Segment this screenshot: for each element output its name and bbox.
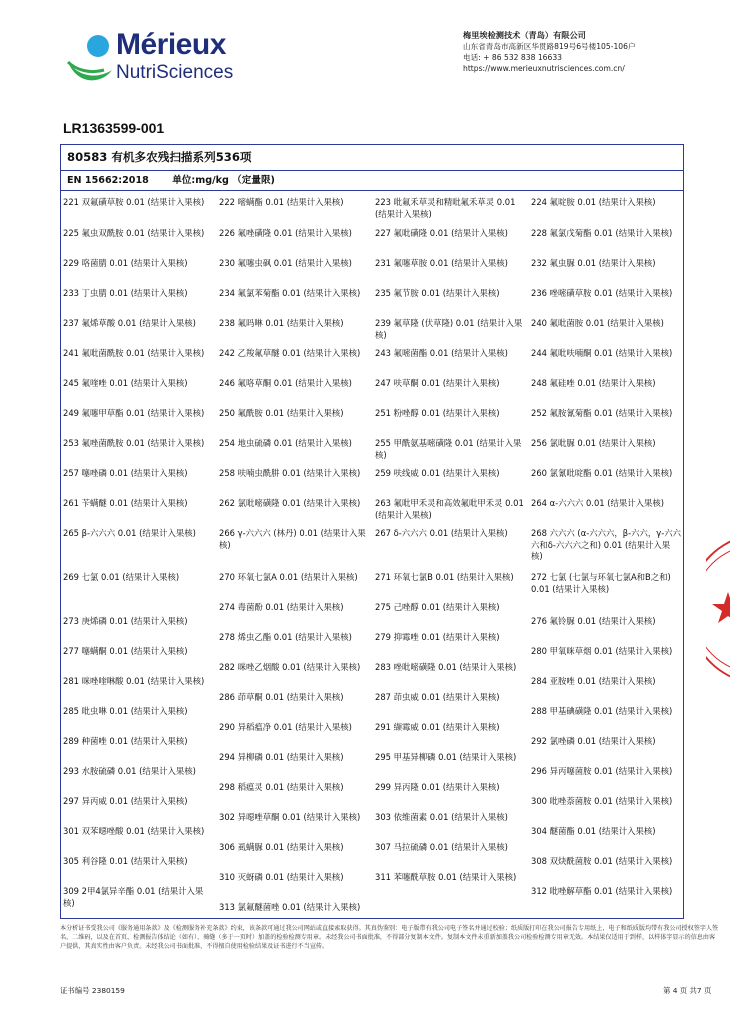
analyte-cell: 254 地虫硫磷 0.01 (结果计入果核) bbox=[219, 438, 352, 448]
analyte-cell: 261 苄螨醚 0.01 (结果计入果核) bbox=[63, 498, 188, 508]
analyte-cell: 310 灭蚜磷 0.01 (结果计入果核) bbox=[219, 872, 344, 882]
analyte-cell: 225 氟虫双酰胺 0.01 (结果计入果核) bbox=[63, 228, 205, 238]
analyte-cell: 280 甲氧咪草烟 0.01 (结果计入果核) bbox=[531, 646, 673, 656]
analyte-cell: 251 粉唑醇 0.01 (结果计入果核) bbox=[375, 408, 500, 418]
analyte-cell: 309 2甲4氯异辛酯 0.01 (结果计入果核) bbox=[63, 886, 204, 908]
analyte-cell: 270 环氧七氯A 0.01 (结果计入果核) bbox=[219, 572, 358, 582]
company-info bbox=[463, 30, 723, 74]
analyte-cell: 238 氟吗啉 0.01 (结果计入果核) bbox=[219, 318, 344, 328]
analyte-cell: 300 吡唑萘菌胺 0.01 (结果计入果核) bbox=[531, 796, 673, 806]
analyte-cell: 240 氟吡菌胺 0.01 (结果计入果核) bbox=[531, 318, 664, 328]
analyte-cell: 262 氯吡嘧磺隆 0.01 (结果计入果核) bbox=[219, 498, 361, 508]
analyte-cell: 258 呋喃虫酰肼 0.01 (结果计入果核) bbox=[219, 468, 361, 478]
analyte-cell: 232 氟虫脲 0.01 (结果计入果核) bbox=[531, 258, 656, 268]
analyte-cell: 308 双炔酰菌胺 0.01 (结果计入果核) bbox=[531, 856, 673, 866]
analyte-cell: 239 氟草隆 (伏草隆) 0.01 (结果计入果核) bbox=[375, 318, 523, 340]
analyte-cell: 276 氟铃脲 0.01 (结果计入果核) bbox=[531, 616, 656, 626]
footnote: 本分析证书受我公司《服务通用条款》及《检测服务补充条款》约束，该条款可通过我公司网站或直接索取获得。其真伪鉴别：电子版带有我公司电子签名并通过校验；纸质版打印在我公司报告专用纸上，电子和纸质版均带有我公司授权签字人签名、二维码，以及在首页、检测报告体结论（如有）、骑缝（多于一页时）加盖的检验检测专用章。未经我公司书面批准，不得部分复制本文件。复制本文件未重新加盖我公司检验检测专用章无效。本结果仅适用于到样，以样体字显示的信息由客户提供，其真实性由客户负责。未经我公司书面批准，不得擅自使用检验结果及证书进行不当宣传。 bbox=[60, 925, 719, 950]
analyte-cell: 303 依维菌素 0.01 (结果计入果核) bbox=[375, 812, 508, 822]
panel-title: 80583 有机多农残扫描系列536项 bbox=[61, 145, 683, 171]
analyte-cell: 269 七氯 0.01 (结果计入果核) bbox=[63, 572, 180, 582]
report-number: LR1363599-001 bbox=[63, 120, 165, 136]
analyte-cell: 283 唑吡嘧磺隆 0.01 (结果计入果核) bbox=[375, 662, 517, 672]
analyte-cell: 223 吡氟禾草灵和精吡氟禾草灵 0.01 (结果计入果核) bbox=[375, 197, 516, 219]
analyte-cell: 264 α-六六六 0.01 (结果计入果核) bbox=[531, 498, 665, 508]
analyte-cell: 241 氟吡菌酰胺 0.01 (结果计入果核) bbox=[63, 348, 205, 358]
analyte-cell: 221 双氟磺草胺 0.01 (结果计入果核) bbox=[63, 197, 205, 207]
company-name: 梅里埃检测技术（青岛）有限公司 bbox=[463, 30, 586, 40]
analyte-cell: 237 氟烯草酸 0.01 (结果计入果核) bbox=[63, 318, 196, 328]
analyte-cell: 274 毒菌酚 0.01 (结果计入果核) bbox=[219, 602, 344, 612]
analyte-cell: 236 唑嘧磺草胺 0.01 (结果计入果核) bbox=[531, 288, 673, 298]
analyte-cell: 288 甲基碘磺隆 0.01 (结果计入果核) bbox=[531, 706, 673, 716]
analyte-cell: 271 环氧七氯B 0.01 (结果计入果核) bbox=[375, 572, 514, 582]
analyte-cell: 279 抑霉唑 0.01 (结果计入果核) bbox=[375, 632, 500, 642]
analyte-cell: 230 氟噻虫砜 0.01 (结果计入果核) bbox=[219, 258, 352, 268]
analyte-cell: 245 氟喹唑 0.01 (结果计入果核) bbox=[63, 378, 188, 388]
analyte-cell: 228 氟氯戊菊酯 0.01 (结果计入果核) bbox=[531, 228, 673, 238]
analyte-cell: 304 醚菌酯 0.01 (结果计入果核) bbox=[531, 826, 656, 836]
analyte-cell: 263 氟吡甲禾灵和高效氟吡甲禾灵 0.01 (结果计入果核) bbox=[375, 498, 524, 520]
analyte-cell: 260 氯氰吡啶酯 0.01 (结果计入果核) bbox=[531, 468, 673, 478]
analyte-cell: 266 γ-六六六 (林丹) 0.01 (结果计入果核) bbox=[219, 528, 366, 550]
analyte-cell: 302 异噁唑草酮 0.01 (结果计入果核) bbox=[219, 812, 361, 822]
analyte-cell: 253 氟唑菌酰胺 0.01 (结果计入果核) bbox=[63, 438, 205, 448]
analyte-cell: 293 水胺硫磷 0.01 (结果计入果核) bbox=[63, 766, 196, 776]
analyte-cell: 282 咪唑乙烟酸 0.01 (结果计入果核) bbox=[219, 662, 361, 672]
analyte-cell: 305 利谷隆 0.01 (结果计入果核) bbox=[63, 856, 188, 866]
analyte-cell: 259 呋线威 0.01 (结果计入果核) bbox=[375, 468, 500, 478]
analyte-cell: 233 丁虫腈 0.01 (结果计入果核) bbox=[63, 288, 188, 298]
analyte-cell: 296 异丙噻菌胺 0.01 (结果计入果核) bbox=[531, 766, 673, 776]
analyte-cell: 290 异稻瘟净 0.01 (结果计入果核) bbox=[219, 722, 352, 732]
analyte-cell: 277 噻螨酮 0.01 (结果计入果核) bbox=[63, 646, 188, 656]
logo bbox=[66, 28, 256, 92]
analyte-cell: 294 异柳磷 0.01 (结果计入果核) bbox=[219, 752, 344, 762]
analyte-cell: 291 缬霉威 0.01 (结果计入果核) bbox=[375, 722, 500, 732]
analyte-cell: 273 庚烯磷 0.01 (结果计入果核) bbox=[63, 616, 188, 626]
analyte-cell: 299 异丙隆 0.01 (结果计入果核) bbox=[375, 782, 500, 792]
analyte-cell: 292 氯唑磷 0.01 (结果计入果核) bbox=[531, 736, 656, 746]
logo-subtitle: NutriSciences bbox=[116, 62, 234, 83]
analyte-cell: 285 吡虫啉 0.01 (结果计入果核) bbox=[63, 706, 188, 716]
analyte-cell: 268 六六六 (α-六六六，β-六六，γ-六六六和δ-六六六之和) 0.01 (结果计入果核) bbox=[531, 528, 681, 561]
analyte-cell: 306 虱螨脲 0.01 (结果计入果核) bbox=[219, 842, 344, 852]
analyte-cell: 278 烯虫乙酯 0.01 (结果计入果核) bbox=[219, 632, 352, 642]
analyte-cell: 229 咯菌腈 0.01 (结果计入果核) bbox=[63, 258, 188, 268]
page-number: 第 4 页 共7 页 bbox=[663, 986, 712, 995]
company-phone: 电话: + 86 532 838 16633 bbox=[463, 53, 562, 62]
analyte-cell: 255 甲酰氨基嘧磺隆 0.01 (结果计入果核) bbox=[375, 438, 522, 460]
company-address: 山东省青岛市高新区华贯路819号6号楼105-106户 bbox=[463, 42, 636, 51]
analyte-cell: 289 种菌唑 0.01 (结果计入果核) bbox=[63, 736, 188, 746]
analyte-cell: 224 氟啶胺 0.01 (结果计入果核) bbox=[531, 197, 656, 207]
results-panel bbox=[60, 144, 684, 919]
official-seal-stamp bbox=[706, 534, 730, 684]
analyte-cell: 265 β-六六六 0.01 (结果计入果核) bbox=[63, 528, 196, 538]
analyte-cell: 307 马拉硫磷 0.01 (结果计入果核) bbox=[375, 842, 508, 852]
analyte-cell: 295 甲基异柳磷 0.01 (结果计入果核) bbox=[375, 752, 517, 762]
analyte-cell: 286 茚草酮 0.01 (结果计入果核) bbox=[219, 692, 344, 702]
analyte-cell: 256 氯吡脲 0.01 (结果计入果核) bbox=[531, 438, 656, 448]
analyte-cell: 243 氟嘧菌酯 0.01 (结果计入果核) bbox=[375, 348, 508, 358]
analyte-cell: 284 亚胺唑 0.01 (结果计入果核) bbox=[531, 676, 656, 686]
analyte-cell: 275 己唑醇 0.01 (结果计入果核) bbox=[375, 602, 500, 612]
analyte-cell: 244 氟吡呋喃酮 0.01 (结果计入果核) bbox=[531, 348, 673, 358]
method-standard: EN 15662:2018 bbox=[67, 175, 149, 186]
analyte-cell: 249 氟噻甲草酯 0.01 (结果计入果核) bbox=[63, 408, 205, 418]
analyte-cell: 250 氟酰胺 0.01 (结果计入果核) bbox=[219, 408, 344, 418]
analyte-cell: 247 呋草酮 0.01 (结果计入果核) bbox=[375, 378, 500, 388]
analyte-cell: 248 氟硅唑 0.01 (结果计入果核) bbox=[531, 378, 656, 388]
analyte-cell: 287 茚虫威 0.01 (结果计入果核) bbox=[375, 692, 500, 702]
company-url[interactable]: https://www.merieuxnutrisciences.com.cn/ bbox=[463, 64, 625, 73]
certificate-number: 证书编号 2380159 bbox=[60, 986, 125, 995]
analyte-cell: 297 异丙威 0.01 (结果计入果核) bbox=[63, 796, 188, 806]
analyte-cell: 301 双苯噁唑酸 0.01 (结果计入果核) bbox=[63, 826, 205, 836]
panel-subheader bbox=[61, 171, 683, 191]
unit-label: 单位:mg/kg （定量限) bbox=[172, 175, 275, 186]
analyte-cell: 231 氟噻草胺 0.01 (结果计入果核) bbox=[375, 258, 508, 268]
analyte-cell: 234 氟氯苯菊酯 0.01 (结果计入果核) bbox=[219, 288, 361, 298]
analyte-cell: 281 咪唑喹啉酸 0.01 (结果计入果核) bbox=[63, 676, 205, 686]
analyte-cell: 222 嘧螨酯 0.01 (结果计入果核) bbox=[219, 197, 344, 207]
analyte-cell: 227 氟吡磺隆 0.01 (结果计入果核) bbox=[375, 228, 508, 238]
analyte-cell: 313 氯氟醚菌唑 0.01 (结果计入果核) bbox=[219, 902, 361, 912]
logo-name: Mérieux bbox=[116, 28, 226, 61]
analyte-cell: 312 吡唑解草酯 0.01 (结果计入果核) bbox=[531, 886, 673, 896]
analyte-cell: 272 七氯 (七氯与环氧七氯A和B之和) 0.01 (结果计入果核) bbox=[531, 572, 671, 594]
analyte-cell: 226 氟唑磺隆 0.01 (结果计入果核) bbox=[219, 228, 352, 238]
logo-mark-icon bbox=[66, 32, 114, 84]
analyte-cell: 257 噻唑磷 0.01 (结果计入果核) bbox=[63, 468, 188, 478]
analyte-cell: 246 氟咯草酮 0.01 (结果计入果核) bbox=[219, 378, 352, 388]
analyte-cell: 298 稻瘟灵 0.01 (结果计入果核) bbox=[219, 782, 344, 792]
analyte-cell: 242 乙羧氟草醚 0.01 (结果计入果核) bbox=[219, 348, 361, 358]
analyte-cell: 235 氟节胺 0.01 (结果计入果核) bbox=[375, 288, 500, 298]
analyte-cell: 267 δ-六六六 0.01 (结果计入果核) bbox=[375, 528, 508, 538]
analyte-cell: 311 苯噻酰草胺 0.01 (结果计入果核) bbox=[375, 872, 517, 882]
analyte-cell: 252 氟胺氰菊酯 0.01 (结果计入果核) bbox=[531, 408, 673, 418]
